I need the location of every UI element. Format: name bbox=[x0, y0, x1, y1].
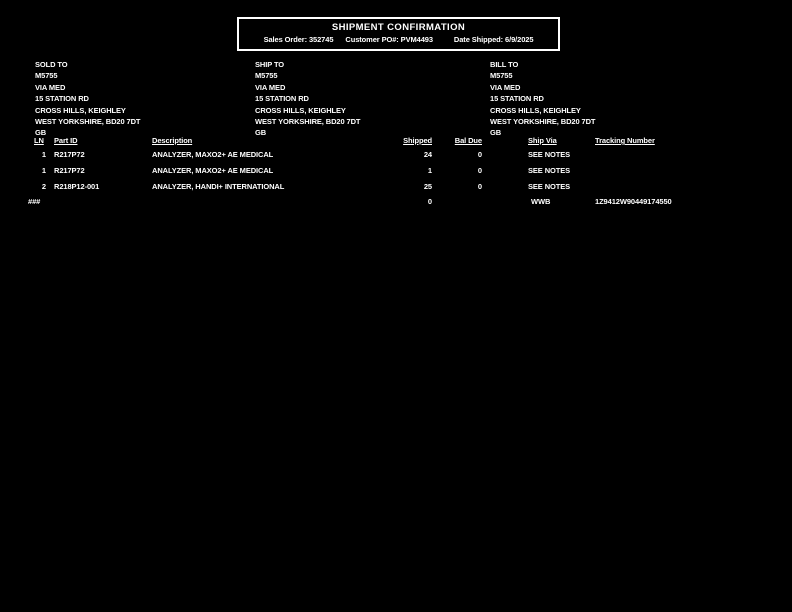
cell-ship-via: SEE NOTES bbox=[528, 150, 571, 159]
column-header-part-id: Part ID bbox=[54, 136, 78, 145]
cell-bal-due: 0 bbox=[477, 166, 482, 175]
cell-description: ANALYZER, HANDI+ INTERNATIONAL bbox=[152, 182, 285, 191]
address-line: VIA MED bbox=[490, 82, 521, 92]
cell-part-id: R218P12-001 bbox=[54, 182, 100, 191]
address-line: 15 STATION RD bbox=[35, 94, 89, 104]
column-header-description: Description bbox=[152, 136, 193, 145]
address-line: WEST YORKSHIRE, BD20 7DT bbox=[35, 116, 141, 126]
header-subtitle bbox=[239, 35, 558, 44]
address-line: WEST YORKSHIRE, BD20 7DT bbox=[490, 116, 596, 126]
address-line: M5755 bbox=[255, 71, 278, 81]
column-header-ship-via: Ship Via bbox=[528, 136, 557, 145]
cell-shipped: 1 bbox=[427, 166, 432, 175]
column-header-bal-due: Bal Due bbox=[454, 136, 482, 145]
address-line: GB bbox=[490, 128, 502, 138]
header-box bbox=[237, 17, 560, 51]
cell-description: ANALYZER, MAXO2+ AE MEDICAL bbox=[152, 166, 274, 175]
bill-to-label: BILL TO bbox=[490, 60, 519, 69]
address-line: WEST YORKSHIRE, BD20 7DT bbox=[255, 116, 361, 126]
column-header-ln: LN bbox=[34, 136, 44, 145]
address-line: GB bbox=[35, 128, 47, 138]
sales-order-value: Sales Order: 352745 bbox=[263, 35, 334, 44]
customer-po-value: Customer PO#: PVM4493 bbox=[345, 35, 433, 44]
cell-ship-via: SEE NOTES bbox=[528, 182, 571, 191]
address-line: M5755 bbox=[35, 71, 58, 81]
cell-bal-due: 0 bbox=[477, 150, 482, 159]
footer-ship-via: WWB bbox=[531, 197, 551, 206]
bill-to-block bbox=[490, 59, 700, 139]
column-header-shipped: Shipped bbox=[403, 136, 432, 145]
footer-marker: ### bbox=[28, 197, 41, 206]
address-line: CROSS HILLS, KEIGHLEY bbox=[35, 105, 126, 115]
footer-tracking-number: 1Z9412W90449174550 bbox=[595, 197, 672, 206]
address-line: 15 STATION RD bbox=[490, 94, 544, 104]
cell-ln: 2 bbox=[41, 182, 46, 191]
footer-shipped-total: 0 bbox=[427, 197, 432, 206]
cell-shipped: 24 bbox=[423, 150, 432, 159]
address-line: CROSS HILLS, KEIGHLEY bbox=[490, 105, 581, 115]
cell-part-id: R217P72 bbox=[54, 166, 85, 175]
document-title: SHIPMENT CONFIRMATION bbox=[331, 22, 466, 33]
date-shipped-value: Date Shipped: 6/9/2025 bbox=[453, 35, 534, 44]
cell-ln: 1 bbox=[41, 166, 46, 175]
sold-to-block bbox=[35, 59, 245, 139]
cell-ln: 1 bbox=[41, 150, 46, 159]
ship-to-label: SHIP TO bbox=[255, 60, 285, 69]
sold-to-label: SOLD TO bbox=[35, 60, 68, 69]
address-line: M5755 bbox=[490, 71, 513, 81]
cell-shipped: 25 bbox=[423, 182, 432, 191]
column-header-tracking-number: Tracking Number bbox=[595, 136, 655, 145]
address-line: VIA MED bbox=[255, 82, 286, 92]
address-line: GB bbox=[255, 128, 267, 138]
address-line: CROSS HILLS, KEIGHLEY bbox=[255, 105, 346, 115]
address-line: VIA MED bbox=[35, 82, 66, 92]
cell-ship-via: SEE NOTES bbox=[528, 166, 571, 175]
cell-bal-due: 0 bbox=[477, 182, 482, 191]
ship-to-block bbox=[255, 59, 465, 139]
cell-description: ANALYZER, MAXO2+ AE MEDICAL bbox=[152, 150, 274, 159]
cell-part-id: R217P72 bbox=[54, 150, 85, 159]
address-line: 15 STATION RD bbox=[255, 94, 309, 104]
